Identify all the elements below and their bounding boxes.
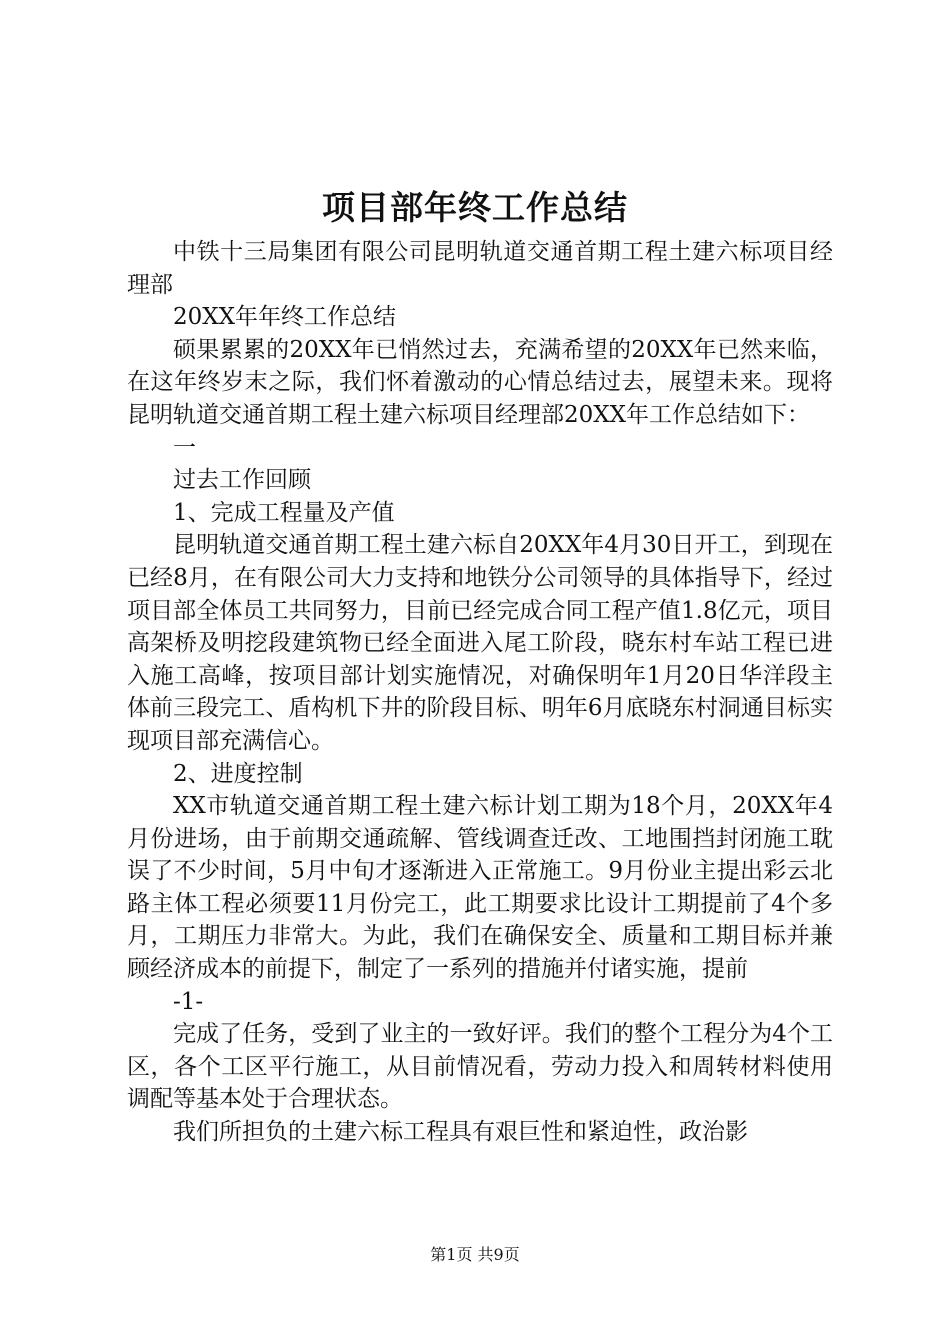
document-body xyxy=(127,236,833,1149)
paragraph-schedule-control: XX市轨道交通首期工程土建六标计划工期为18个月，20XX年4月份进场，由于前期交通疏解、管线调查迁改、工地围挡封闭施工耽误了不少时间，5月中旬才逐渐进入正常施工。9月份业主提出彩云北路主体工程必须要11月份完工，此工期要求比设计工期提前了4个多月，工期压力非常大。为此，我们在确保安全、质量和工期目标并兼顾经济成本的前提下，制定了一系列的措施并付诸实施，提前 xyxy=(127,793,833,983)
paragraph-subtitle: 20XX年年终工作总结 xyxy=(173,304,397,331)
paragraph-company: 中铁十三局集团有限公司昆明轨道交通首期工程土建六标项目经理部 xyxy=(127,239,833,298)
paragraph-subheading-2: 2、进度控制 xyxy=(173,760,303,787)
paragraph-section-number: 一 xyxy=(173,434,196,461)
paragraph-intro: 硕果累累的20XX年已悄然过去，充满希望的20XX年已然来临，在这年终岁末之际，我们怀着激动的心情总结过去，展望未来。现将昆明轨道交通首期工程土建六标项目经理部20XX年工作总结如下： xyxy=(127,336,833,428)
page-footer: 第1页 共9页 xyxy=(430,1245,520,1264)
inline-page-marker: -1- xyxy=(173,988,204,1015)
paragraph-task-completed: 完成了任务，受到了业主的一致好评。我们的整个工程分为4个工区，各个工区平行施工，从目前情况看，劳动力投入和周转材料使用调配等基本处于合理状态。 xyxy=(127,1021,833,1113)
document-title: 项目部年终工作总结 xyxy=(322,188,628,227)
paragraph-project-nature: 我们所担负的土建六标工程具有艰巨性和紧迫性，政治影 xyxy=(173,1119,748,1146)
paragraph-section-heading: 过去工作回顾 xyxy=(173,467,311,494)
paragraph-subheading-1: 1、完成工程量及产值 xyxy=(173,499,395,526)
paragraph-progress-output: 昆明轨道交通首期工程土建六标自20XX年4月30日开工，到现在已经8月，在有限公司大力支持和地铁分公司领导的具体指导下，经过项目部全体员工共同努力，目前已经完成合同工程产值1.8亿元，项目高架桥及明挖段建筑物已经全面进入尾工阶段，晓东村车站工程已进入施工高峰，按项目部计划实施情况，对确保明年1月20日华洋段主体前三段完工、盾构机下井的阶段目标、明年6月底晓东村洞通目标实现项目部充满信心。 xyxy=(127,532,833,754)
